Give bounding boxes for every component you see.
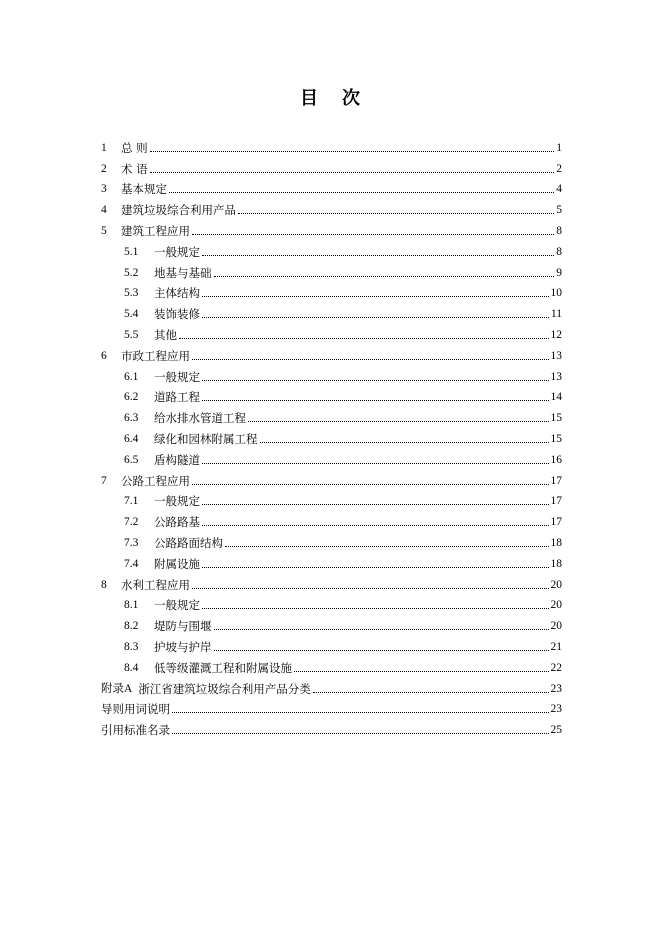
dot-leader — [313, 692, 549, 693]
toc-entry[interactable] — [101, 238, 562, 259]
toc-entry-label: 建筑工程应用 — [121, 223, 190, 238]
toc-entry[interactable] — [101, 550, 562, 571]
dot-leader — [260, 442, 549, 443]
toc-entry-page: 15 — [550, 412, 562, 425]
toc-entry-label: 水利工程应用 — [121, 577, 190, 592]
toc-entry[interactable] — [101, 321, 562, 342]
toc-entry-page: 22 — [550, 661, 562, 674]
dot-leader — [192, 234, 554, 235]
toc-entry-number: 5.1 — [124, 245, 139, 258]
toc-entry-page: 11 — [550, 308, 562, 321]
dot-leader — [202, 296, 549, 297]
toc-entry-page: 25 — [550, 724, 562, 737]
toc-entry-page: 21 — [550, 640, 562, 653]
toc-entry[interactable] — [101, 217, 562, 238]
toc-entry-label: 附属设施 — [154, 556, 200, 571]
toc-entry-label: 地基与基础 — [154, 265, 212, 280]
dot-leader — [172, 733, 549, 734]
toc-entry-number: 7.2 — [124, 516, 139, 529]
dot-leader — [192, 484, 549, 485]
toc-entry-page: 18 — [550, 557, 562, 570]
toc-entry-number: 8.3 — [124, 640, 139, 653]
toc-entry[interactable] — [101, 716, 562, 737]
toc-entry-page: 14 — [550, 391, 562, 404]
toc-entry-page: 10 — [550, 287, 562, 300]
toc-entry-page: 20 — [550, 578, 562, 591]
toc-entry[interactable] — [101, 592, 562, 613]
toc-entry[interactable] — [101, 508, 562, 529]
dot-leader — [214, 629, 549, 630]
toc-entry-page: 8 — [556, 245, 562, 258]
toc-entry-number: 7.3 — [124, 536, 139, 549]
toc-entry-page: 16 — [550, 453, 562, 466]
toc-entry-number: 5.3 — [124, 287, 139, 300]
toc-entry-number: 8.4 — [124, 661, 139, 674]
toc-entry-number: 7.4 — [124, 557, 139, 570]
toc-entry-number: 6 — [101, 349, 107, 362]
dot-leader — [238, 213, 554, 214]
dot-leader — [172, 712, 549, 713]
toc-entry-number: 7.1 — [124, 495, 139, 508]
dot-leader — [202, 317, 549, 318]
toc-entry-page: 20 — [550, 599, 562, 612]
toc-entry-label: 引用标准名录 — [101, 723, 170, 738]
toc-entry-number: 6.4 — [124, 432, 139, 445]
toc-entry[interactable] — [101, 300, 562, 321]
title-part-1: 目 — [300, 88, 320, 109]
toc-entry-label: 浙江省建筑垃圾综合利用产品分类 — [138, 681, 311, 696]
toc-entry[interactable] — [101, 654, 562, 675]
dot-leader — [214, 650, 549, 651]
toc-entry-label: 基本规定 — [121, 182, 167, 197]
dot-leader — [179, 338, 549, 339]
toc-entry-page: 13 — [550, 349, 562, 362]
toc-entry-label: 给水排水管道工程 — [154, 411, 246, 426]
toc-entry-page: 23 — [550, 682, 562, 695]
toc-entry[interactable] — [101, 612, 562, 633]
toc-entry[interactable] — [101, 488, 562, 509]
toc-entry[interactable] — [101, 259, 562, 280]
toc-entry[interactable] — [101, 384, 562, 405]
toc-entry[interactable] — [101, 696, 562, 717]
toc-entry-number: 1 — [101, 141, 107, 154]
toc-entry-number: 8.1 — [124, 599, 139, 612]
toc-entry-number: 7 — [101, 474, 107, 487]
dot-leader — [294, 671, 549, 672]
toc-entry-label: 公路路面结构 — [154, 535, 223, 550]
toc-entry[interactable] — [101, 363, 562, 384]
toc-entry-page: 1 — [556, 141, 562, 154]
toc-entry-label: 道路工程 — [154, 390, 200, 405]
toc-entry[interactable] — [101, 280, 562, 301]
toc-entry-page: 9 — [556, 266, 562, 279]
toc-entry[interactable] — [101, 342, 562, 363]
toc-entry-label: 一般规定 — [154, 598, 200, 613]
toc-entry-page: 5 — [556, 204, 562, 217]
toc-entry-page: 2 — [556, 162, 562, 175]
toc-entry-label: 公路工程应用 — [121, 473, 190, 488]
toc-entry-number: 4 — [101, 204, 107, 217]
toc-entry-page: 17 — [550, 516, 562, 529]
dot-leader — [202, 567, 549, 568]
toc-entry-label: 绿化和园林附属工程 — [154, 431, 258, 446]
toc-entry-label: 主体结构 — [154, 286, 200, 301]
toc-entry-page: 8 — [556, 224, 562, 237]
dot-leader — [225, 546, 549, 547]
toc-entry[interactable] — [101, 176, 562, 197]
toc-entry-page: 17 — [550, 474, 562, 487]
toc-entry-label: 总 则 — [121, 140, 148, 155]
toc-entry-number: 6.2 — [124, 391, 139, 404]
dot-leader — [169, 192, 554, 193]
dot-leader — [202, 525, 549, 526]
toc-entry[interactable] — [101, 675, 562, 696]
title-part-2: 次 — [342, 88, 362, 109]
dot-leader — [202, 400, 549, 401]
toc-entry-page: 18 — [550, 536, 562, 549]
dot-leader — [150, 172, 555, 173]
toc-entry-label: 导则用词说明 — [101, 702, 170, 717]
toc-entry-label: 术 语 — [121, 161, 148, 176]
toc-entry[interactable] — [101, 446, 562, 467]
toc-entry-number: 8.2 — [124, 620, 139, 633]
toc-entry-label: 一般规定 — [154, 244, 200, 259]
dot-leader — [202, 463, 549, 464]
toc-entry-number: 2 — [101, 162, 107, 175]
toc-entry-page: 20 — [550, 620, 562, 633]
dot-leader — [248, 421, 549, 422]
toc-entry-label: 护坡与护岸 — [154, 639, 212, 654]
table-of-contents — [101, 134, 562, 737]
toc-entry-number: 6.1 — [124, 370, 139, 383]
toc-entry[interactable] — [101, 529, 562, 550]
page-title — [0, 84, 662, 110]
toc-entry-label: 低等级灌溉工程和附属设施 — [154, 660, 292, 675]
toc-entry[interactable] — [101, 467, 562, 488]
toc-entry[interactable] — [101, 155, 562, 176]
toc-entry-label: 建筑垃圾综合利用产品 — [121, 203, 236, 218]
toc-entry-label: 其他 — [154, 327, 177, 342]
toc-entry-label: 一般规定 — [154, 369, 200, 384]
toc-entry[interactable] — [101, 571, 562, 592]
toc-entry-label: 装饰装修 — [154, 307, 200, 322]
toc-entry-page: 15 — [550, 432, 562, 445]
toc-entry-label: 盾构隧道 — [154, 452, 200, 467]
toc-entry-number: 6.3 — [124, 412, 139, 425]
dot-leader — [202, 504, 549, 505]
toc-entry-label: 堤防与围堰 — [154, 619, 212, 634]
dot-leader — [202, 608, 549, 609]
dot-leader — [202, 255, 554, 256]
toc-entry-number: 3 — [101, 183, 107, 196]
dot-leader — [202, 380, 549, 381]
toc-entry-page: 23 — [550, 703, 562, 716]
toc-entry[interactable] — [101, 134, 562, 155]
toc-entry[interactable] — [101, 404, 562, 425]
toc-entry-label: 一般规定 — [154, 494, 200, 509]
toc-entry-number: 5.4 — [124, 308, 139, 321]
toc-entry[interactable] — [101, 425, 562, 446]
toc-entry-number: 6.5 — [124, 453, 139, 466]
dot-leader — [192, 588, 549, 589]
toc-entry-page: 17 — [550, 495, 562, 508]
dot-leader — [214, 276, 555, 277]
dot-leader — [150, 151, 555, 152]
toc-entry-number: 5 — [101, 224, 107, 237]
toc-entry-label: 公路路基 — [154, 515, 200, 530]
toc-entry-number: 5.5 — [124, 328, 139, 341]
toc-entry-page: 12 — [550, 328, 562, 341]
toc-entry-number: 附录A — [101, 682, 133, 695]
toc-entry-page: 13 — [550, 370, 562, 383]
toc-entry-number: 5.2 — [124, 266, 139, 279]
toc-entry-number: 8 — [101, 578, 107, 591]
dot-leader — [192, 359, 549, 360]
toc-entry[interactable] — [101, 633, 562, 654]
toc-entry[interactable] — [101, 196, 562, 217]
toc-entry-page: 4 — [556, 183, 562, 196]
toc-entry-label: 市政工程应用 — [121, 348, 190, 363]
